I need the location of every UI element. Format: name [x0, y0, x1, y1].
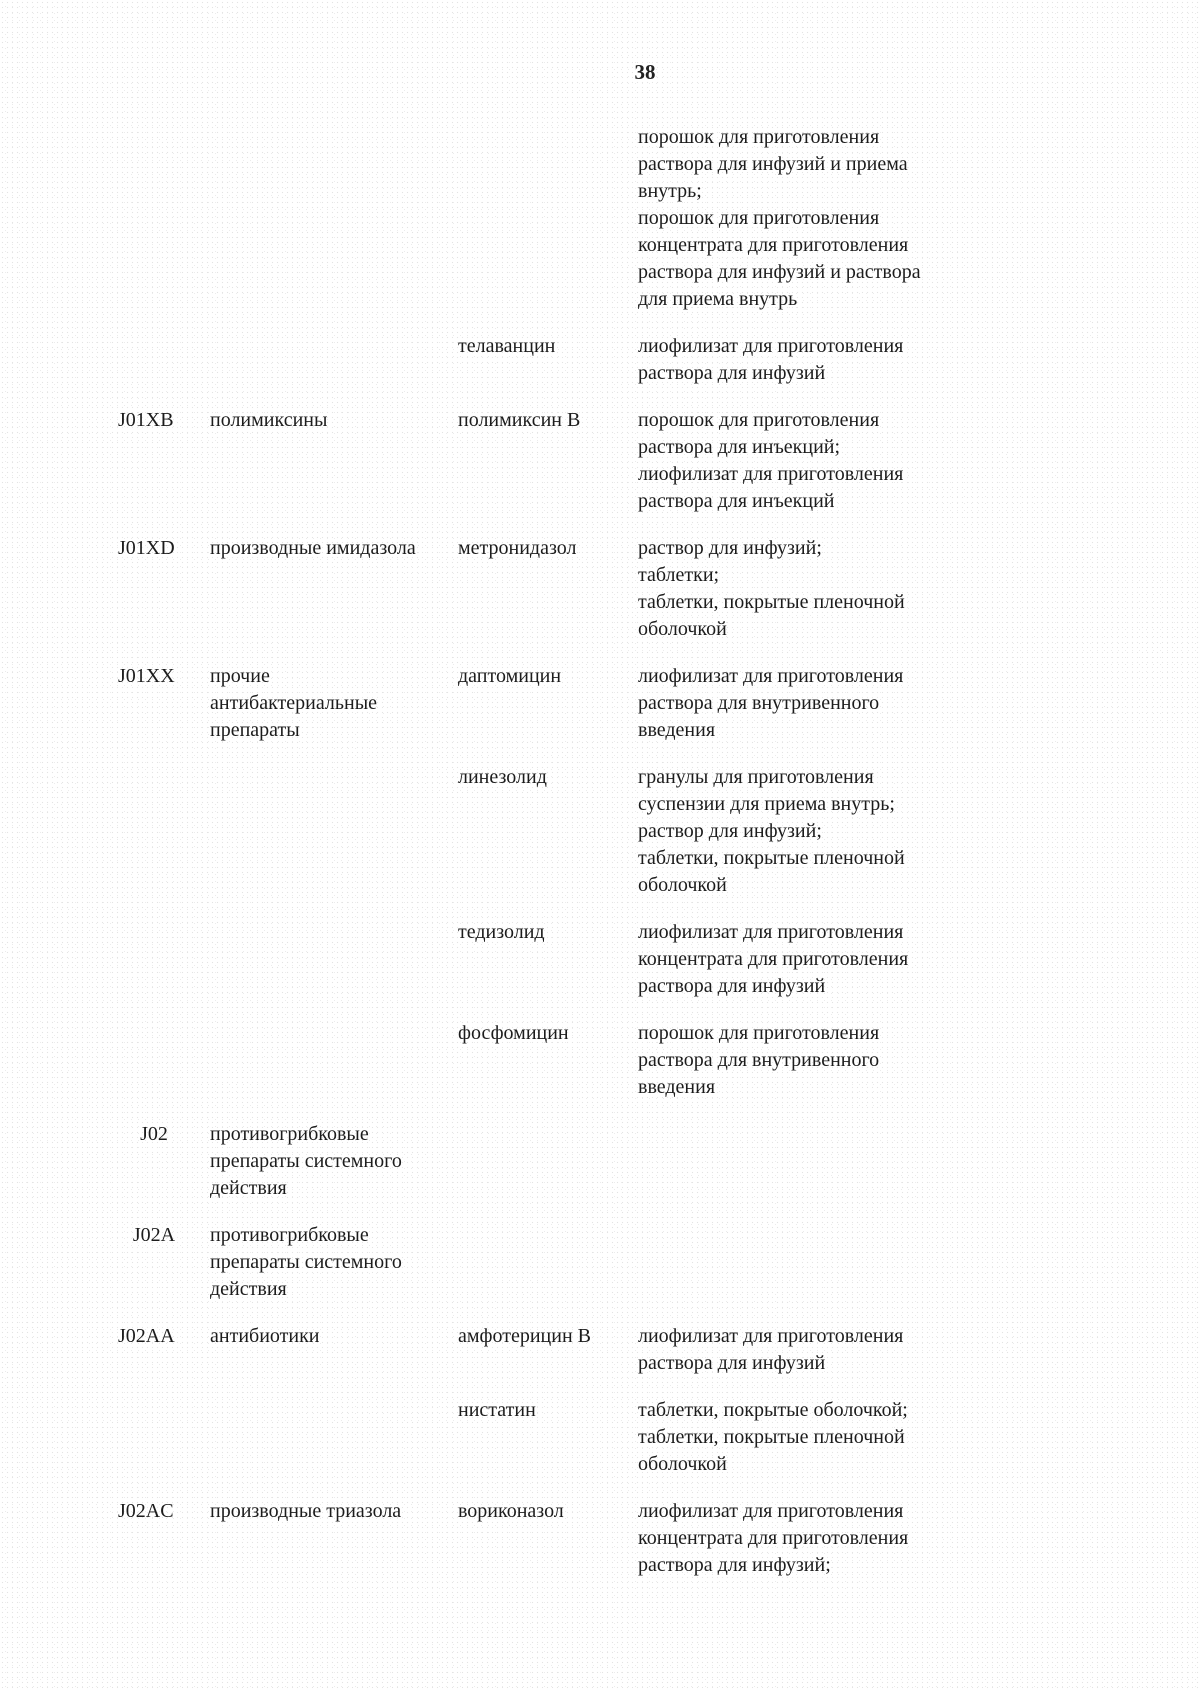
dosage-forms — [638, 333, 998, 387]
page-number: 38 — [634, 60, 656, 84]
group-line: противогрибковые — [210, 1123, 369, 1145]
atc-code: J01XX — [118, 665, 175, 687]
atc-code: J02AA — [118, 1325, 175, 1347]
group-line: действия — [210, 1278, 287, 1300]
drug-name: полимиксин В — [458, 409, 581, 431]
group-line: полимиксины — [210, 409, 328, 431]
dosage-form-line: порошок для приготовления — [638, 126, 880, 148]
dosage-form-line: концентрата для приготовления — [638, 1527, 909, 1549]
dosage-forms — [638, 919, 998, 1000]
dosage-forms — [638, 1397, 998, 1478]
dosage-form-line: раствора для инфузий и раствора — [638, 261, 921, 283]
dosage-form-line: раствора для инфузий — [638, 975, 826, 997]
table-row — [0, 1498, 1200, 1579]
drug-name: амфотерицин В — [458, 1325, 591, 1347]
table-row — [0, 663, 1200, 744]
dosage-form-line: для приема внутрь — [638, 288, 798, 310]
dosage-form-line: таблетки, покрытые оболочкой; — [638, 1399, 908, 1421]
dosage-form-line: введения — [638, 1076, 716, 1098]
dosage-form-line: порошок для приготовления — [638, 409, 880, 431]
dosage-form-line: раствора для инфузий — [638, 362, 826, 384]
dosage-form-line: таблетки, покрытые пленочной — [638, 1426, 905, 1448]
group-line: препараты системного — [210, 1150, 402, 1172]
pharmacological-group — [210, 535, 458, 562]
dosage-form-line: введения — [638, 719, 716, 741]
dosage-form-line: гранулы для приготовления — [638, 766, 874, 788]
dosage-forms — [638, 124, 998, 313]
drug-name: фосфомицин — [458, 1022, 569, 1044]
dosage-form-line: раствора для инфузий; — [638, 1554, 831, 1576]
dosage-form-line: лиофилизат для приготовления — [638, 335, 904, 357]
dosage-forms — [638, 663, 998, 744]
dosage-forms — [638, 764, 998, 899]
table-row — [0, 1020, 1200, 1101]
drug-name: телаванцин — [458, 335, 556, 357]
table-row — [0, 919, 1200, 1000]
dosage-form-line: суспензии для приема внутрь; — [638, 793, 895, 815]
dosage-form-line: оболочкой — [638, 1453, 727, 1475]
dosage-form-line: концентрата для приготовления — [638, 234, 909, 256]
dosage-form-line: таблетки; — [638, 564, 720, 586]
table-row — [0, 535, 1200, 643]
group-line: антибиотики — [210, 1325, 320, 1347]
dosage-forms — [638, 1323, 998, 1377]
atc-code: J02AC — [118, 1500, 174, 1522]
group-line: прочие — [210, 665, 270, 687]
dosage-form-line: лиофилизат для приготовления — [638, 921, 904, 943]
table-row — [0, 1222, 1200, 1303]
atc-code: J02A — [132, 1224, 176, 1246]
table-row — [0, 124, 1200, 313]
dosage-form-line: лиофилизат для приготовления — [638, 1500, 904, 1522]
table-row — [0, 1323, 1200, 1377]
group-line: препараты — [210, 719, 300, 741]
dosage-form-line: раствора для внутривенного — [638, 1049, 880, 1071]
dosage-form-line: раствор для инфузий; — [638, 537, 822, 559]
pharmacological-group — [210, 407, 458, 434]
table-row — [0, 407, 1200, 515]
atc-code: J01XD — [118, 537, 175, 559]
dosage-form-line: лиофилизат для приготовления — [638, 665, 904, 687]
drug-name: метронидазол — [458, 537, 577, 559]
dosage-form-line: порошок для приготовления — [638, 207, 880, 229]
dosage-form-line: раствора для инъекций; — [638, 436, 841, 458]
dosage-form-line: концентрата для приготовления — [638, 948, 909, 970]
group-line: производные имидазола — [210, 537, 416, 559]
drug-name: даптомицин — [458, 665, 562, 687]
dosage-form-line: таблетки, покрытые пленочной — [638, 591, 905, 613]
pharmacological-group — [210, 663, 458, 744]
dosage-forms — [638, 407, 998, 515]
dosage-forms — [638, 535, 998, 643]
pharmacological-group — [210, 1323, 458, 1350]
table-row — [0, 1397, 1200, 1478]
drug-name: вориконазол — [458, 1500, 564, 1522]
group-line: противогрибковые — [210, 1224, 369, 1246]
drug-name: нистатин — [458, 1399, 536, 1421]
drug-table — [0, 124, 1200, 1599]
atc-code: J02 — [140, 1123, 168, 1145]
dosage-form-line: оболочкой — [638, 874, 727, 896]
dosage-form-line: раствора для инфузий и приема — [638, 153, 908, 175]
dosage-forms — [638, 1498, 998, 1579]
dosage-form-line: внутрь; — [638, 180, 702, 202]
drug-name: тедизолид — [458, 921, 545, 943]
dosage-forms — [638, 1020, 998, 1101]
pharmacological-group — [210, 1498, 458, 1525]
group-line: антибактериальные — [210, 692, 378, 714]
atc-code: J01XB — [118, 409, 174, 431]
dosage-form-line: лиофилизат для приготовления — [638, 1325, 904, 1347]
table-row — [0, 1121, 1200, 1202]
table-row — [0, 333, 1200, 387]
drug-name: линезолид — [458, 766, 547, 788]
dosage-form-line: раствора для инъекций — [638, 490, 835, 512]
dosage-form-line: раствора для инфузий — [638, 1352, 826, 1374]
group-line: производные триазола — [210, 1500, 402, 1522]
dosage-form-line: раствора для внутривенного — [638, 692, 880, 714]
dosage-form-line: лиофилизат для приготовления — [638, 463, 904, 485]
group-line: препараты системного — [210, 1251, 402, 1273]
pharmacological-group — [210, 1222, 458, 1303]
table-row — [0, 764, 1200, 899]
dosage-form-line: оболочкой — [638, 618, 727, 640]
dosage-form-line: порошок для приготовления — [638, 1022, 880, 1044]
pharmacological-group — [210, 1121, 458, 1202]
dosage-form-line: таблетки, покрытые пленочной — [638, 847, 905, 869]
dosage-form-line: раствор для инфузий; — [638, 820, 822, 842]
group-line: действия — [210, 1177, 287, 1199]
